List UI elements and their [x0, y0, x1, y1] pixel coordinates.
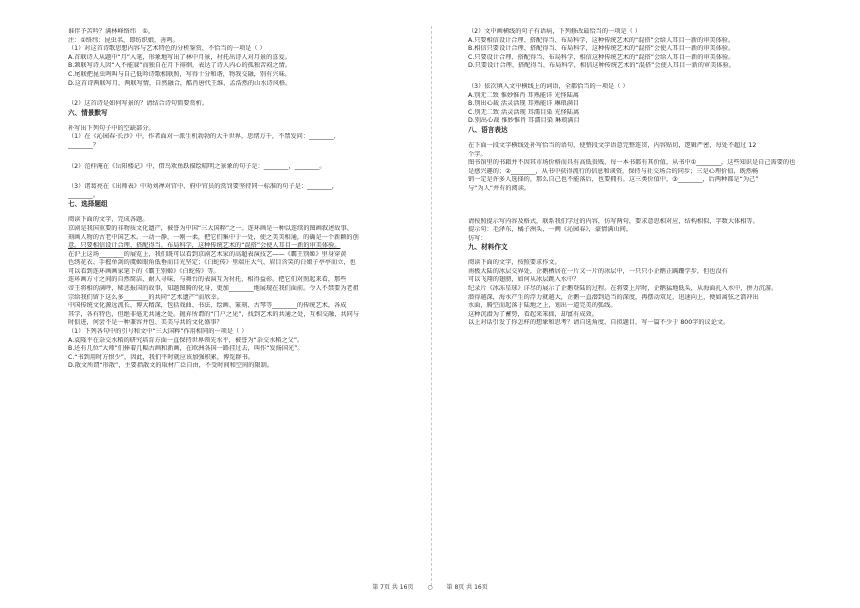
text-line: 京剧是我国重要的非物质文化遗产，被誉为中国“三大国粹”之一。连环画是一种以连续的图画叙述故事、: [68, 224, 353, 232]
text-line: 销一定是许多人选择的，那么自己也不能落后，也要拥有。这三类价值中，③________，后两种都是“为己”: [468, 176, 759, 184]
text-line: 仿写：: [468, 234, 487, 242]
spacer: [468, 135, 808, 142]
text-line: 宗给我们留下这么多________的共同“艺术遗产”而欣幸。: [68, 293, 223, 301]
text-line: （1）在《沁园春·长沙》中，作者面对一派生机勃勃的大千世界，思绪万千，不禁发问：________，: [68, 133, 340, 141]
text-line: D.别出心裁 惟妙惟肖 耳濡目染 琳琅满目: [468, 117, 580, 125]
text-line: 在沪上这场________的展览上，我们既可以看到京剧艺术家的高超表演技艺——《霸王别姬》里身穿黄: [68, 250, 347, 258]
text-line: 以上对话引发了你怎样的想象和思考？请自选角度，自拟题目，写一篇不少于 800字的议论文。: [468, 319, 730, 327]
text-line: 这种沉潜为了蓄势，看起来笨拙，却富有成效。: [468, 310, 598, 318]
text-line: 纪录片《冰冻星球》详尽的展示了企鹅登陆的过程。在将要上岸时，企鹅猛地低头，从海面扎入水中，拼力沉游。: [468, 285, 778, 293]
text-line: 图书馆里的书籍并不因其市场价格而具有高低贵贱，每一本书都有其价值，从书中①________，这些知识是自己需要的也: [468, 159, 796, 167]
text-line: 南极大陆的冰层交界处，企鹅栖居在一片又一片的冰层中，一只只小企鹅正蹒跚学步，但也没有: [468, 267, 728, 275]
text-line: B.还有几位“大师”们捧着几幅古画和新画，在欧洲各国一路挂过去，叫作“发扬国光”。: [68, 345, 304, 353]
text-line: 潜得越深，海水产生的浮力就越大，企鹅一直潜到适当的深度，再摆动双足，迅速向上，便如离弦之箭冲出: [468, 293, 759, 301]
text-line: 时俱进，何尝不是一种兼容并包、美美与共的文化盛事？: [68, 319, 223, 327]
text-line: D.这首诗两联写月，两联写情，自然融合，酷肖唐代王维、孟浩然的山水诗风格。: [68, 79, 292, 87]
section-heading: 六、情景默写: [68, 108, 108, 117]
text-line: A.只要相信设计合理、搭配得当、布局科学，这种传统艺术的“混搭”会给人耳目一新的审美体验。: [468, 36, 735, 44]
section-heading: 七、选择题组: [68, 200, 108, 209]
spacer: [468, 252, 808, 259]
text-line: 色绣花衣、手握单剑的虞姬眼角低垂而目光坚定；《白蛇传》里端庄大气、眉目含笑的白娘子亭亭而立，也: [68, 259, 356, 267]
text-line: C.尾联把昆虫鸣叫与自己低吟诗歌相联照，写得十分和谐，物我交融，别有兴味。: [68, 70, 291, 78]
spacer: [68, 151, 408, 163]
text-line: 谁伴予苦吟？满林峰络纬 ①。: [68, 28, 154, 35]
text-line: 其学，各有特色，但绝非毫无共通之处。抛弃所谓的“门户之见”，找到艺术的共通之处，互相交融，共同与: [68, 310, 360, 318]
text-line: 是感兴趣的；②________，从书中获得流行的信息和谈资，保持与社交场合的同步；三是心理价值，既然畅: [468, 167, 759, 175]
text-line: （1）对这首诗歌思想内容与艺术特色的分析鉴赏，不恰当的一项是（ ）: [68, 45, 266, 53]
text-line: D.散文所谓“形散”，主要指散文的取材广泛自由，不受时间和空间的限制。: [68, 362, 273, 370]
text-line: ________。: [68, 191, 99, 199]
text-line: C.只要设计合理、搭配得当、布局科学，相信这种传统艺术的“混搭”会给人耳目一新的审美体验。: [468, 53, 735, 61]
section-heading: 九、材料作文: [468, 243, 508, 252]
text-line: （2）范仲淹在《岳阳楼记》中，借鸟欢鱼跃描绘晴明之景象的句子是：________，________。: [68, 162, 326, 170]
text-line: （2）这首诗是如何写景的？请结合诗句简要赏析。: [68, 100, 209, 108]
text-line: 阅读下面的文字，完成各题。: [68, 216, 149, 224]
text-line: 意。只要相信设计合理、搭配得当、布局科学，这种传统艺术的“混搭”会使人耳目一新的审美体验。: [68, 242, 341, 250]
text-line: 可以看到连环画画家笔下的《霸王别姬》《白蛇传》等。: [68, 267, 220, 275]
text-line: 中国传统文化源远流长、博大精深，包括戏曲、书法、绘画、篆刻、古琴等________的传统艺术，各成: [68, 302, 347, 310]
text-line: 水面，腾空而起落于陆地之上，划出一道完美的弧线。: [468, 302, 617, 310]
text-line: （3）诸葛亮在《出师表》中劝刘禅对宫中、府中官员的赏罚要坚持同一标准的句子是：________，: [68, 183, 338, 191]
spacer: [468, 71, 808, 83]
text-line: 提示句：毛泽东，橘子洲头，一阙《沁园春》，豪情满山间。: [468, 226, 632, 234]
text-line: 刻画人物的古老中国艺术。一动一静，一刚一柔，把它们集中于一处，使之美美相通，的确是一个新颖的创: [68, 233, 359, 241]
text-line: A.袁隆平在杂交水稻的研究培育方面一直保持世界领先水平，被誉为“杂交水稻之父”。: [68, 336, 304, 344]
text-line: D.只要设计合理、搭配得当、布局科学，相信这种传统艺术的“混搭”会使人耳目一新的审美体验。: [468, 62, 735, 70]
spacer: [68, 88, 408, 100]
text-line: 可以飞翔的翅膀，如何从冰层跳入水中？: [468, 276, 580, 284]
page-footer: [0, 582, 860, 591]
text-line: C.别无二致 活灵活现 耳濡目染 光怪陆离: [468, 108, 580, 116]
right-column: [468, 28, 808, 328]
fold-line: [431, 26, 432, 586]
text-line: 与“为人”并有的阅读。: [468, 184, 531, 192]
text-line: B.别出心裁 活灵活现 耳熟能详 琳琅满目: [468, 100, 580, 108]
text-line: 个字。: [468, 150, 487, 158]
section-heading: 八、语言表达: [468, 125, 508, 134]
text-line: 连环画方寸之间的自然简洁、耐人寻味，与舞台的表演互为衬托、相得益彰。把它们对照起来看，那些: [68, 276, 347, 284]
text-line: 注：①络纬：昆虫名，即纺织娘，善鸣。: [68, 36, 179, 44]
text-line: A.别无二致 惟妙惟肖 耳熟能详 光怪陆离: [468, 91, 579, 99]
text-line: 帝王将相的满呼，稀悲报国的故事，知题图腾的化身，更加________地展现在我们面前。令人不禁要为老祖: [68, 285, 359, 293]
text-line: （1）下列各句中的引号和文中“三大国粹”作用相同的一项是（ ）: [68, 328, 248, 336]
text-line: 请按照提示写内容及格式，联系我们学过的内容，仿写两句，要求意思相对应，结构相似，字数大体相等。: [468, 217, 759, 225]
text-line: C.“书到用时方恨少”，因此，我们平时就应该加强积累，博览群书。: [68, 353, 254, 361]
binding-hole-mark: ○: [427, 584, 433, 591]
text-line: （2）文中画横线的句子有语病，下列修改最恰当的一项是（ ）: [468, 28, 641, 35]
text-line: 阅读下面的文字，按照要求作文。: [468, 259, 561, 267]
spacer: [468, 194, 808, 206]
left-column: [68, 28, 408, 371]
text-line: ________？: [68, 141, 99, 149]
spacer: [68, 171, 408, 183]
text-line: B.相信只要设计合理、搭配得当、布局科学，这种传统艺术的“混搭”会使人耳目一新的审美体验。: [468, 45, 735, 53]
text-line: 在下面一段文字横线处补写恰当的语句，使整段文字语意完整连贯，内容贴切，逻辑严密，每处不超过 12: [468, 141, 757, 149]
spacer: [468, 206, 808, 218]
text-line: A.首联诗人从题中“月”入笔，形象地写出了林中月景，衬托出诗人对月景的喜爱。: [68, 53, 291, 61]
page-number-left: 第 7页 共 16页: [372, 584, 414, 591]
text-line: （3）依次填入文中横线上的词语，全都恰当的一项是（ ）: [468, 82, 629, 90]
spacer: [68, 118, 408, 125]
text-line: B.颔联写诗人因“入不能寐”而独自在月下徘徊，表达了诗人内心的孤独苦闷之情。: [68, 62, 291, 70]
page-number-right: 第 8页 共 16页: [446, 584, 488, 591]
text-line: 补写出下列句子中的空缺部分。: [68, 124, 155, 132]
spacer: [68, 209, 408, 216]
